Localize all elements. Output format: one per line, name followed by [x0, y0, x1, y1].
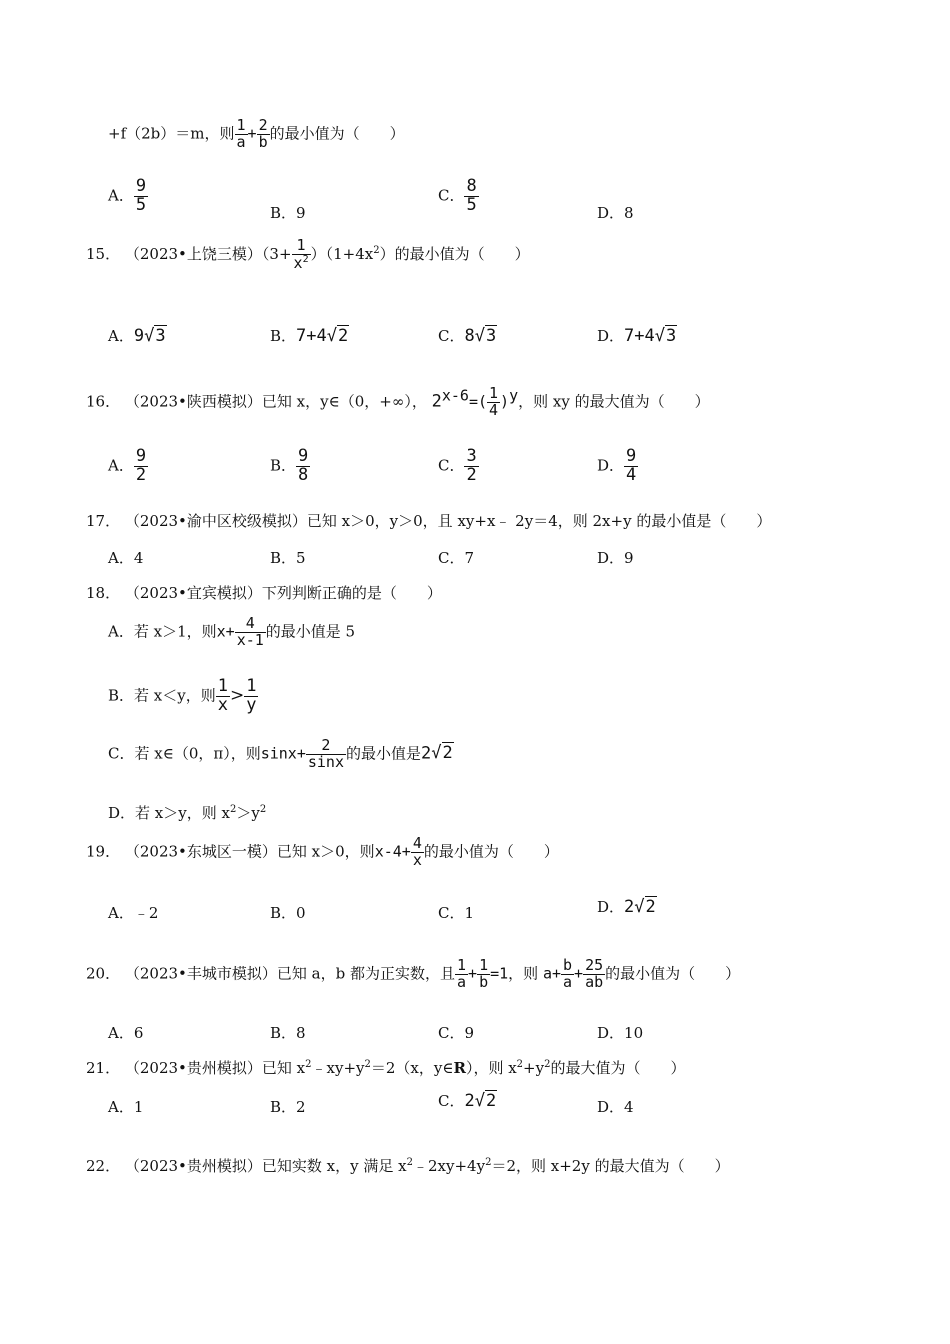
- q17-option-b[interactable]: B．5: [270, 549, 306, 567]
- q20-option-a[interactable]: A．6: [108, 1024, 144, 1042]
- q18-stem: 18． （2023•宜宾模拟）下列判断正确的是（ ）: [86, 584, 442, 602]
- q19-option-c[interactable]: C．1: [438, 904, 475, 922]
- q19-option-b[interactable]: B．0: [270, 904, 306, 922]
- q20-option-b[interactable]: B．8: [270, 1024, 306, 1042]
- q20-option-d[interactable]: D．10: [597, 1024, 644, 1042]
- q15-option-d[interactable]: D．7+4√3: [597, 326, 677, 346]
- q19-stem: 19． （2023•东城区一模）已知 x＞0，则x-4+ $\frac{4}{x}$ 的最小值为（ ）: [86, 834, 559, 869]
- q18-option-c[interactable]: C．若 x∈（0，π），则sinx+ $\frac{2}{\sin x}$ 的最小值是2√2: [108, 736, 453, 771]
- q18-option-b[interactable]: B．若 x＜y，则 $\frac{1}{x}$ > $\frac{1}{y}$: [108, 676, 257, 715]
- q14-option-d[interactable]: D．8: [597, 204, 634, 222]
- fraction: $\frac{2}{b}$: [258, 116, 268, 151]
- q18-option-a[interactable]: A．若 x＞1，则x+ $\frac{4}{x-1}$ 的最小值是 5: [108, 614, 356, 649]
- q15-stem: 15． （2023•上饶三模）（3+ $\frac{1}{x^2}$ ）$(1+4x^2)$的最小值为（ ）: [86, 236, 530, 272]
- q20-stem: 20． （2023•丰城市模拟）已知 a，b 都为正实数，且 $\frac{1}{a}$ + $\frac{1}{b}$ =1，则 a+ $\frac{b}{a}$ + $\frac{25}{ab}$ 的最小值为（ ）: [86, 956, 741, 991]
- q20-option-c[interactable]: C．9: [438, 1024, 475, 1042]
- q19-option-a[interactable]: A．﹣2: [108, 904, 159, 922]
- q21-stem: 21． （2023•贵州模拟）已知 $x^2﹣xy+y^2=2(x$，y∈R），则 $x^2+y^2$的最大值为（ ）: [86, 1059, 686, 1077]
- q16-option-a[interactable]: A． $\frac{9}{2}$: [108, 446, 147, 485]
- q16-option-c[interactable]: C． $\frac{3}{2}$: [438, 446, 477, 485]
- q22-stem: 22． （2023•贵州模拟）已知实数 x，y 满足 $x^2﹣2xy+4y^2=2$，则 x+2y 的最大值为（ ）: [86, 1157, 730, 1175]
- q21-option-a[interactable]: A．1: [108, 1098, 144, 1116]
- q21-option-c[interactable]: C．2√2: [438, 1091, 497, 1111]
- q16-stem: 16． （2023•陕西模拟）已知 x，y∈（0，+∞）， $2^{x-6}=$( $\frac{1}{4}$ )$^y$，则 xy 的最大值为（ ）: [86, 384, 710, 419]
- q17-option-c[interactable]: C．7: [438, 549, 475, 567]
- q16-option-d[interactable]: D． $\frac{9}{4}$: [597, 446, 637, 485]
- q17-option-a[interactable]: A．4: [108, 549, 144, 567]
- q14-option-a[interactable]: A． $\frac{9}{5}$: [108, 176, 147, 215]
- q17-option-d[interactable]: D．9: [597, 549, 634, 567]
- q14-stem: +f（2b）＝m，则 $\frac{1}{a}$ + $\frac{2}{b}$ 的最小值为（ ）: [108, 116, 405, 151]
- q14-option-c[interactable]: C． $\frac{8}{5}$: [438, 176, 477, 215]
- q21-option-b[interactable]: B．2: [270, 1098, 306, 1116]
- fraction: $\frac{1}{a}$: [236, 116, 246, 151]
- q17-stem: 17． （2023•渝中区校级模拟）已知 x＞0，y＞0，且 xy+x﹣ 2y＝4，则 2x+y 的最小值是（ ）: [86, 512, 772, 530]
- q15-option-c[interactable]: C．8√3: [438, 326, 497, 346]
- q15-option-b[interactable]: B．7+4√2: [270, 326, 349, 346]
- q18-option-d[interactable]: D．若 x＞y，则 $x^2>y^2$: [108, 804, 267, 822]
- q14-option-b[interactable]: B．9: [270, 204, 306, 222]
- q15-option-a[interactable]: A．9√3: [108, 326, 166, 346]
- q19-option-d[interactable]: D．2√2: [597, 897, 656, 917]
- q21-option-d[interactable]: D．4: [597, 1098, 634, 1116]
- q16-option-b[interactable]: B． $\frac{9}{8}$: [270, 446, 309, 485]
